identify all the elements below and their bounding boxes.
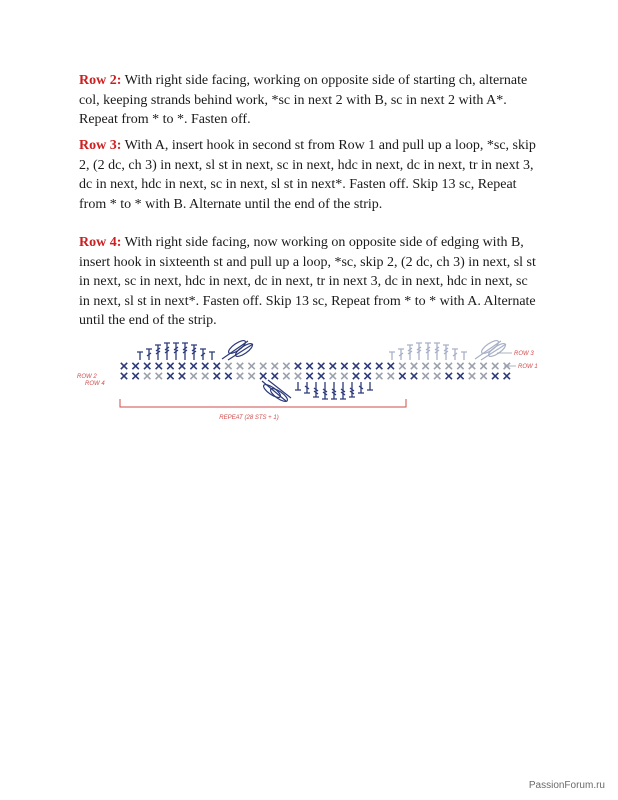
row-2-stitch (422, 373, 428, 379)
row-2-stitch (364, 373, 370, 379)
row-3-stitch (182, 343, 188, 360)
row-1-stitch (318, 363, 324, 369)
row-3-chart-label: ROW 3 (514, 351, 534, 357)
repeat-label: REPEAT (28 STS + 1) (219, 415, 279, 421)
row-1-stitch (341, 363, 347, 369)
row-2-stitch (225, 373, 231, 379)
row-1-stitch (214, 363, 220, 369)
row-2-stitch (480, 373, 486, 379)
row-2-stitch (190, 373, 196, 379)
row-1-stitch (237, 363, 243, 369)
row-4-stitch (313, 382, 319, 397)
row-2-text: With right side facing, working on opposite side of starting ch, alternate col, keeping strands behind work, *sc in next 2 with B, sc in next 2 with A*. Repeat from * to *. Fasten off. (79, 73, 528, 127)
row-4-label: Row 4: (79, 235, 122, 250)
row-4-stitch (367, 382, 373, 390)
row-1-stitch (388, 363, 394, 369)
row-1-stitch (202, 363, 208, 369)
row-1-stitch (492, 363, 498, 369)
row-2-stitch (399, 373, 405, 379)
row-2-stitch (202, 373, 208, 379)
row-3-stitch (452, 349, 458, 360)
row-3-text: With A, insert hook in second st from Row 1 and pull up a loop, *sc, skip 2, (2 dc, ch 3) in next, sl st in next, sc in next, hdc in next, dc in next, tr in next 3, dc in next, hdc in next, sc in next, sl st in next*. Fasten off. Skip 13 sc, Repeat from * to * with B. Alternate until the end of the strip. (79, 138, 536, 212)
watermark: PassionForum.ru (528, 780, 605, 791)
row-4-chart-label: ROW 4 (85, 381, 105, 387)
row-2-stitch (156, 373, 162, 379)
row-4-stitch (295, 382, 301, 390)
row-1-stitch (225, 363, 231, 369)
row-2-stitch (144, 373, 150, 379)
row-3-stitch (173, 343, 179, 360)
row-4-instruction (79, 233, 541, 331)
row-3-label: Row 3: (79, 138, 122, 153)
row-1-stitch (295, 363, 301, 369)
row-1-stitch (434, 363, 440, 369)
row-1-chart-label: ROW 1 (518, 364, 538, 370)
row-2-instruction (79, 71, 541, 130)
row-1-stitch (480, 363, 486, 369)
row-1-stitch (364, 363, 370, 369)
row-1-stitch (469, 363, 475, 369)
row-2-stitch (132, 373, 138, 379)
row-2-stitch (121, 373, 127, 379)
row-2-stitch (179, 373, 185, 379)
row-2-stitch (237, 373, 243, 379)
row-1-stitch (144, 363, 150, 369)
row-2-stitch (214, 373, 220, 379)
row-2-stitch (248, 373, 254, 379)
row-2-stitch (330, 373, 336, 379)
row-1-stitch (272, 363, 278, 369)
row-2-stitch (376, 373, 382, 379)
row-2-stitch (167, 373, 173, 379)
row-2-stitch (306, 373, 312, 379)
row-3-instruction (79, 136, 541, 214)
row-3-stitch (461, 352, 467, 360)
row-2-stitch (411, 373, 417, 379)
row-3-stitch (164, 343, 170, 360)
row-2-stitch (388, 373, 394, 379)
row-3-stitch (416, 343, 422, 360)
row-1-stitch (156, 363, 162, 369)
row-1-stitch (248, 363, 254, 369)
row-2-stitch (260, 373, 266, 379)
row-1-stitch (457, 363, 463, 369)
row-3-stitch (434, 343, 440, 360)
row-2-stitch (504, 373, 510, 379)
row-4-stitch (349, 382, 355, 397)
row-1-stitch (353, 363, 359, 369)
row-2-chart-label: ROW 2 (77, 374, 97, 380)
diagram-symbols (120, 338, 516, 407)
row-3-stitch (407, 345, 413, 360)
row-1-stitch (121, 363, 127, 369)
row-1-stitch (446, 363, 452, 369)
row-4-stitch (358, 382, 364, 393)
row-4-stitch (331, 382, 337, 399)
row-3-stitch (200, 349, 206, 360)
repeat-bracket (120, 399, 406, 407)
row-3-stitch (191, 345, 197, 360)
row-1-stitch (283, 363, 289, 369)
row-2-stitch (295, 373, 301, 379)
row-4-stitch (322, 382, 328, 399)
row-1-stitch (306, 363, 312, 369)
row-3-stitch (155, 345, 161, 360)
row-2-stitch (446, 373, 452, 379)
row-3-stitch (137, 352, 143, 360)
row-2-stitch (341, 373, 347, 379)
row-1-stitch (376, 363, 382, 369)
row-4-text: With right side facing, now working on opposite side of edging with B, insert hook in sixteenth st and pull up a loop, *sc, skip 2, (2 dc, ch 3) in next, sl st in next, sc in next, hdc in next, dc in next, tr in next 3, dc in next, hdc in next, sc in next, sl st in next*. Fasten off. Skip 13 sc, Repeat from * to * with A. Alternate until the end of the strip. (79, 235, 536, 328)
row-1-stitch (399, 363, 405, 369)
row-3-stitch (146, 349, 152, 360)
row-1-stitch (179, 363, 185, 369)
row-3-stitch (389, 352, 395, 360)
row-3-stitch (443, 345, 449, 360)
row-4-stitch (340, 382, 346, 399)
row-2-stitch (492, 373, 498, 379)
row-1-stitch (167, 363, 173, 369)
row-2-stitch (272, 373, 278, 379)
row-3-stitch (209, 352, 215, 360)
row-2-stitch (318, 373, 324, 379)
row-3-stitch (398, 349, 404, 360)
row-2-stitch (353, 373, 359, 379)
crochet-chart-diagram (72, 335, 552, 425)
row-4-stitch (304, 382, 310, 393)
row-2-stitch (434, 373, 440, 379)
row-1-stitch (190, 363, 196, 369)
row-1-stitch (422, 363, 428, 369)
row-1-stitch (260, 363, 266, 369)
row-2-stitch (457, 373, 463, 379)
row-2-stitch (283, 373, 289, 379)
row-3-stitch (425, 343, 431, 360)
row-2-stitch (469, 373, 475, 379)
row-1-stitch (132, 363, 138, 369)
row-2-label: Row 2: (79, 73, 122, 88)
row-1-stitch (330, 363, 336, 369)
row-1-stitch (411, 363, 417, 369)
